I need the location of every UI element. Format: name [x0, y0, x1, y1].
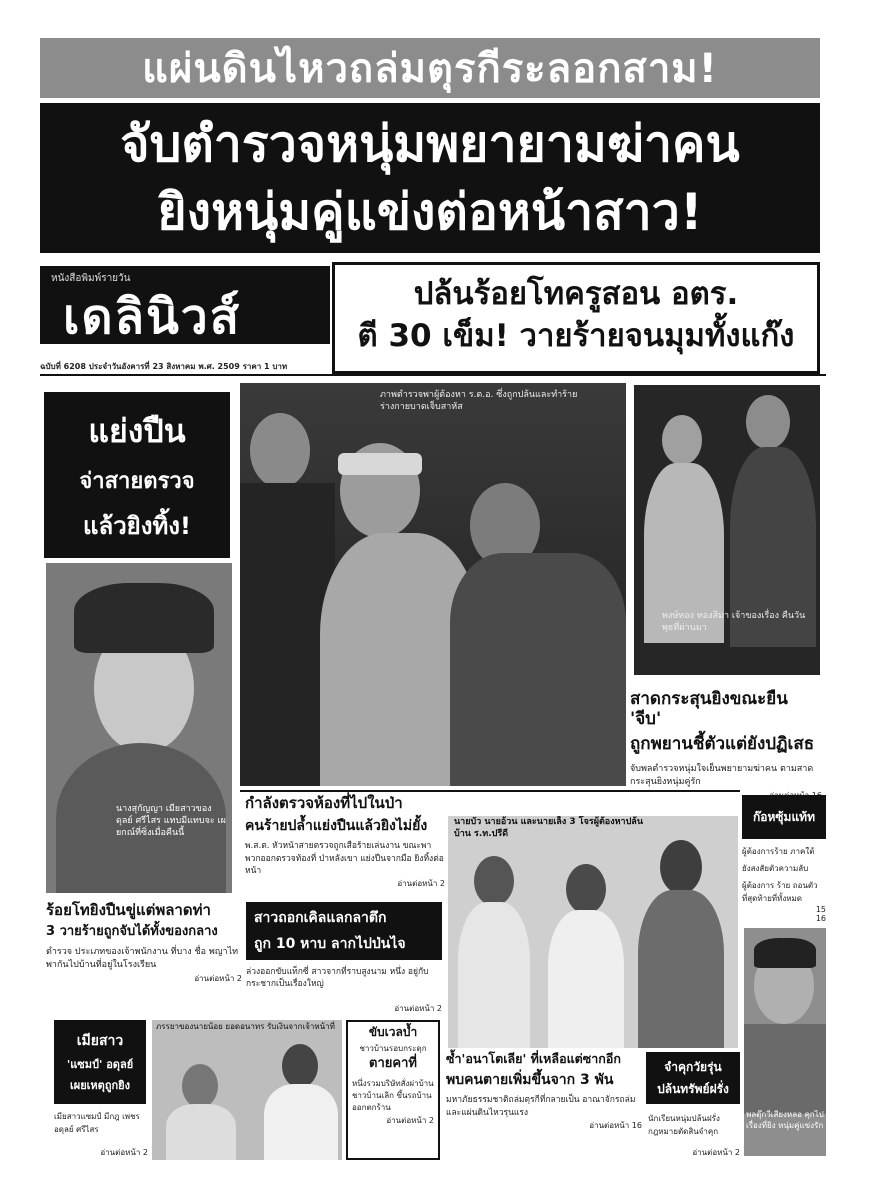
- left-photo-caption: นางสุกัญญา เมียสาวของ ดุลย์ ศรีไสร แทบมีแทบจะ เผยกณ์ที่ซิ่งเมื่อคืนนี้: [116, 804, 226, 839]
- suspect-1-face: [474, 856, 514, 906]
- rule-mid-page: [240, 790, 740, 792]
- bottom-mid-line-1: ขับเวลบ้ำ: [368, 1025, 418, 1039]
- bottom-mid-box: [346, 1020, 440, 1160]
- bottom-small-box: [54, 1020, 146, 1104]
- middle-story-headline-2: คนร้ายปล้ำแย่งปืนแล้วยิงไม่ยั้ง: [245, 818, 428, 835]
- rule-under-masthead: [40, 374, 826, 376]
- man-face: [746, 395, 790, 449]
- right-top-photo: [634, 385, 820, 675]
- center-main-photo: [240, 383, 626, 786]
- bottom-small-line-2: 'แซมป์' อดุลย์: [66, 1058, 134, 1071]
- left-portrait-photo: [46, 563, 232, 893]
- bottom-left-jump: อ่านต่อหน้า 2: [194, 974, 242, 984]
- side-column-page-2: 16: [815, 914, 826, 923]
- bottom-center-body: มหาภัยธรรมชาติถล่มตุรกีที่กลายเป็น อาณาจักรถล่มและแผ่นดินไหวรุนแรง: [446, 1095, 636, 1118]
- bottom-right-jump: อ่านต่อหน้า 2: [692, 1148, 740, 1157]
- bottom-mid-jump: อ่านต่อหน้า 2: [386, 1115, 434, 1125]
- masthead: [40, 266, 330, 344]
- side-column: [742, 795, 826, 925]
- suspect-2-body: [548, 910, 624, 1048]
- bottom-right-box: [646, 1052, 740, 1104]
- young-man-body: [744, 1024, 826, 1114]
- group-photo-caption: นายบัว นายอ้วน และนายเล็ง 3 โจรผู้ต้องหาปล้นบ้าน ร.ท.ปรีดี: [454, 817, 643, 840]
- left-box-line-1: แย่งปืน: [88, 411, 186, 450]
- top-right-story-line-2: ตี 30 เข็ม! วายร้ายจนมุมทั้งแก๊ง: [357, 317, 795, 354]
- middle-story-headline-1: กำลังตรวจห้องที่ไปในป่า: [245, 794, 403, 812]
- bottom-small-jump: อ่านต่อหน้า 2: [100, 1148, 148, 1157]
- bottom-right-line-2: ปล้นทรัพย์ฝรั่ง: [657, 1081, 729, 1096]
- center-photo-caption: ภาพตำรวจพาผู้ต้องหา ร.ต.อ. ซึ่งถูกปล้นและทำร้ายร่างกายบาดเจ็บสาหัส: [380, 390, 578, 413]
- man-standing-face: [282, 1044, 318, 1088]
- top-right-story: [332, 262, 820, 374]
- man-standing-body: [264, 1084, 338, 1160]
- bottom-center-story: [446, 1052, 642, 1160]
- suspect-3-body: [638, 890, 724, 1048]
- center-bottom-line-1: สาวถอกเคิลแลกลาตึก: [254, 910, 387, 926]
- bottom-left-story: [46, 902, 242, 1012]
- right-story-headline-1: สาดกระสุนยิงขณะยืน 'จีบ': [630, 689, 788, 729]
- kicker-banner: [40, 38, 820, 98]
- center-bottom-headline: [246, 902, 442, 960]
- far-right-photo: [744, 928, 826, 1156]
- left-box-line-3: แล้วยิงทิ้ง!: [83, 511, 191, 540]
- bottom-left-headline: ร้อยโทยิงปืนขู่แต่พลาดท่า: [46, 901, 211, 919]
- woman-seated-face: [182, 1064, 218, 1108]
- middle-story-jump: อ่านต่อหน้า 2: [397, 879, 445, 889]
- portrait-hair: [74, 583, 214, 653]
- officer-left-face: [250, 413, 310, 488]
- issue-line: ฉบับที่ 6208 ประจำวันอังคารที่ 23 สิงหาคม พ.ศ. 2509 ราคา 1 บาท: [40, 362, 288, 371]
- bottom-center-line-2: พบคนตายเพิ่มขึ้นจาก 3 พัน: [446, 1072, 614, 1089]
- right-story: [630, 690, 822, 785]
- right-photo-caption: พงษ์ทอง ทองสิมา เจ้าของเรื่อง คืนวันพุธที่ผ่านมา: [662, 611, 806, 634]
- side-column-item-1: ผู้ต้องการร้าย ภาคใต้: [742, 847, 815, 856]
- suspect-2-face: [566, 864, 606, 914]
- kicker-text: แผ่นดินไหวถล่มตุรกีระลอกสาม!: [142, 46, 718, 92]
- middle-story: [245, 795, 445, 895]
- bottom-right-body: นักเรียนหนุ่มปล้นฝรั่ง กฎหมายตัดสินจำคุก: [648, 1114, 720, 1136]
- bottom-left-subhead: 3 วายร้ายถูกจับได้ทั้งของกลาง: [46, 924, 218, 940]
- suspect-3-face: [660, 840, 702, 894]
- left-box-headline: [44, 392, 230, 558]
- center-bottom-line-2: ถูก 10 หาบ ลากไปป่นไจ: [254, 936, 406, 952]
- suspect-blindfold: [338, 453, 422, 475]
- masthead-small-title: หนังสือพิมพ์รายวัน: [51, 273, 131, 284]
- bottom-photo-caption: ภรรยาของนายน้อย ยอดอนาทร รับเงินจากเจ้าหน้าที่: [156, 1022, 335, 1031]
- bottom-photo: [152, 1020, 342, 1160]
- side-column-item-3: ผู้ต้องการ ร้าย ถอนตัว ที่สุดท้ายที่ทั้งหมด: [742, 881, 818, 903]
- woman-face: [662, 415, 702, 465]
- suspect-1-body: [458, 902, 530, 1048]
- bottom-left-body: ตำรวจ ประเภทของเจ้าพนักงาน ที่บาง ชื่อ พญาไท พากันไปบ้านที่อยู่ในโรงเรียน: [46, 947, 239, 971]
- bottom-small-body: เมียสาวแซมป์ มีกฎ เพชร อดุลย์ ศรีไสร: [54, 1112, 140, 1134]
- top-right-story-line-1: ปล้นร้อยโทครูสอน อตร.: [413, 276, 739, 312]
- bottom-right-line-1: จำคุกวัยรุ่น: [664, 1059, 722, 1074]
- woman-seated-body: [166, 1104, 236, 1160]
- middle-story-body: พ.ส.ต. หัวหน้าสายตรวจถูกเสือร้ายเล่นงาน ขณะพาพวกออกตรวจท้องที่ ป่าหลังเขา แย่งปืนจากมือ ยิงทิ้งต่อหน้า: [245, 841, 444, 876]
- side-column-item-2: ยังสงสัยตัวความลับ: [742, 864, 809, 873]
- headline-line-1: จับตำรวจหนุ่มพยายามฆ่าคน: [120, 115, 740, 173]
- center-bottom-jump: อ่านต่อหน้า 2: [394, 1004, 442, 1013]
- young-man-hair: [754, 938, 816, 968]
- bottom-center-jump: อ่านต่อหน้า 16: [589, 1121, 642, 1131]
- main-headline: [40, 103, 820, 253]
- headline-line-2: ยิงหนุ่มคู่แข่งต่อหน้าสาว!: [157, 183, 703, 241]
- side-column-page-1: 15: [815, 905, 826, 914]
- bottom-center-line-1: ซ้ำ'อนาโตเลีย' ที่เหลือแต่ซากอีก: [446, 1051, 621, 1066]
- right-story-headline-2: ถูกพยานชี้ตัวแต่ยังปฏิเสธ: [630, 734, 815, 755]
- left-box-line-2: จ่าสายตรวจ: [79, 468, 195, 494]
- officer-right-body: [450, 553, 626, 786]
- bottom-small-line-3: เผยเหตุถูกยิง: [70, 1079, 130, 1092]
- group-photo: [448, 816, 738, 1048]
- right-story-body: จับพลตำรวจหนุ่มใจเย็นพยายามฆ่าคน ตามสาดกระสุนยิงหนุ่มคู่รัก: [630, 763, 814, 787]
- bottom-small-line-1: เมียสาว: [76, 1033, 124, 1049]
- masthead-logo: เดลินิวส์: [63, 289, 242, 345]
- side-column-title: ก๊อหซุ้มแท้ท: [742, 795, 826, 839]
- bottom-mid-line-2: ชาวบ้านรอบกระดุก: [359, 1043, 427, 1053]
- center-bottom-body: ล่วงออกขับแท็กซี่ สาวจากที่ราบสูงนาม หนึ่ง อยู่กับกระชากเป็นเรื่องใหญ่: [246, 967, 429, 990]
- far-right-caption: พลตุ๊กวีเสียงหลอ คุกไปเรื่องที่ยิง หนุ่มคู่แข่งรัก: [746, 1110, 824, 1130]
- bottom-mid-body: หนึ่งรวมบริษัทสั่งผ่าบ้านชาวบ้านเลิก ขึ้นรถบ้าน ออกตกร้าน: [352, 1078, 434, 1112]
- bottom-mid-line-3: ตายคาที่: [369, 1055, 417, 1071]
